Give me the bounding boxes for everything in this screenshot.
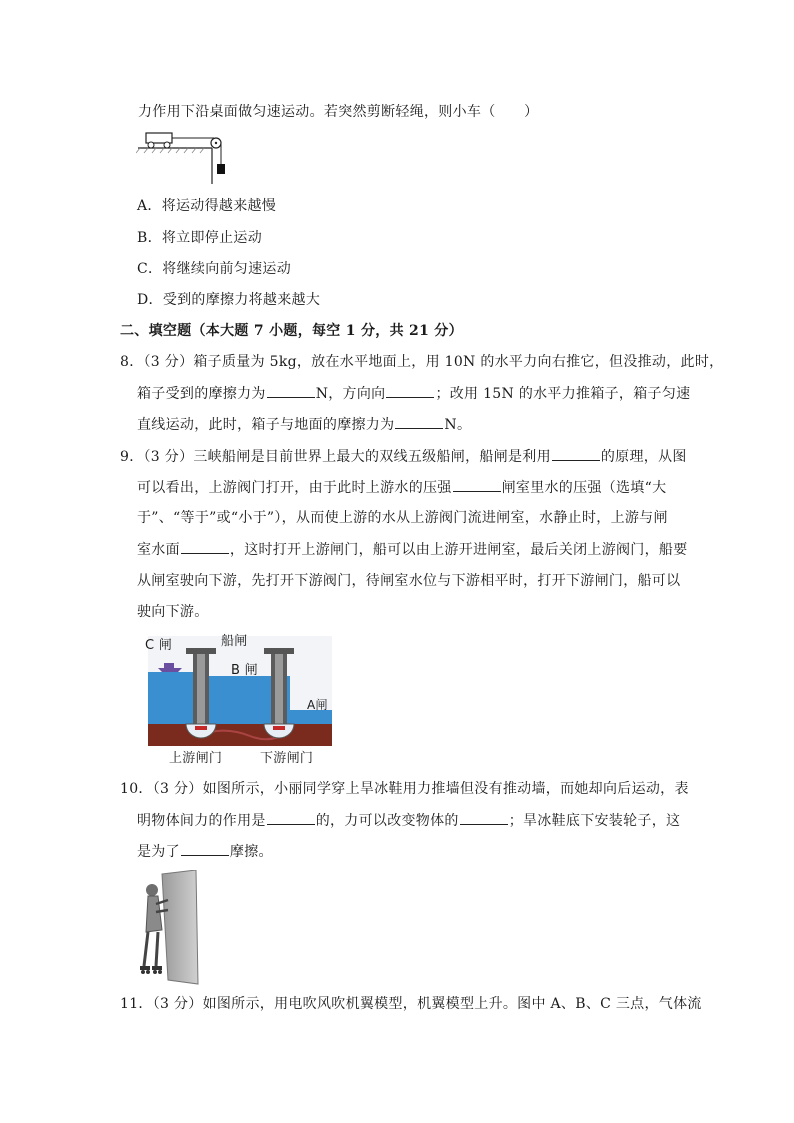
- q9-text: 可以看出，上游阀门打开，由于此时上游水的压强: [137, 480, 452, 496]
- answer-blank[interactable]: [267, 383, 315, 398]
- answer-blank[interactable]: [267, 810, 315, 825]
- figure-label-a-gate: A闸: [307, 698, 328, 712]
- figure-label-c-gate: C 闸: [145, 638, 173, 653]
- q9-line-1: [120, 446, 687, 467]
- q8-line-2: [137, 383, 690, 404]
- q8-line-1: 8．（3 分）箱子质量为 5kg，放在水平地面上，用 10N 的水平力向右推它，但没推动，此时，: [120, 354, 724, 370]
- q7-option-d: D．受到的摩擦力将越来越大: [137, 292, 321, 308]
- figure-label-b-gate: B 闸: [231, 663, 258, 678]
- girl-pushing-wall-figure: [140, 870, 202, 986]
- q10-text: 是为了: [137, 844, 180, 860]
- figure-label-upstream-valve: 上游闸门: [169, 751, 223, 766]
- q7-option-b: B．将立即停止运动: [137, 230, 262, 246]
- q11-line-1: 11．（3 分）如图所示，用电吹风吹机翼模型，机翼模型上升。图中 A、B、C 三点，气体流: [120, 996, 702, 1012]
- section-heading: 二、填空题（本大题 7 小题，每空 1 分，共 21 分）: [120, 323, 463, 339]
- figure-label-downstream-valve: 下游闸门: [260, 751, 314, 766]
- q9-text: 室水面: [137, 542, 180, 558]
- q8-line-3: [137, 414, 471, 435]
- q10-line-1: 10．（3 分）如图所示，小丽同学穿上旱冰鞋用力推墙但没有推动墙，而她却向后运动，表: [120, 781, 689, 797]
- q9-line-4: [137, 539, 688, 560]
- answer-blank[interactable]: [181, 841, 229, 856]
- q9-text: 的原理，从图: [600, 449, 687, 465]
- q8-text: N，方向向: [315, 386, 386, 402]
- q7-option-c: C．将继续向前匀速运动: [137, 261, 292, 277]
- q9-line-6: 驶向下游。: [137, 604, 209, 620]
- q10-line-3: [137, 841, 273, 862]
- q9-line-2: [137, 477, 666, 498]
- q7-stem-tail: 力作用下沿桌面做匀速运动。若突然剪断轻绳，则小车（ ）: [138, 104, 539, 120]
- answer-blank[interactable]: [386, 383, 434, 398]
- q9-text: 9．（3 分）三峡船闸是目前世界上最大的双线五级船闸，船闸是利用: [120, 449, 551, 465]
- q9-text: 闸室里水的压强（选填“大: [501, 480, 667, 496]
- answer-blank[interactable]: [181, 539, 229, 554]
- q8-text: ；改用 15N 的水平力推箱子，箱子匀速: [435, 386, 691, 402]
- q9-line-3: 于”、“等于”或“小于”），从而使上游的水从上游阀门流进闸室，水静止时，上游与闸: [137, 510, 668, 526]
- q10-text: ；旱冰鞋底下安装轮子，这: [508, 813, 681, 829]
- q8-text: 箱子受到的摩擦力为: [137, 386, 266, 402]
- q10-line-2: [137, 810, 680, 831]
- q10-text: 明物体间力的作用是: [137, 813, 266, 829]
- q9-text: ，这时打开上游闸门，船可以由上游开进闸室，最后关闭上游阀门，船要: [229, 542, 688, 558]
- q7-option-a: A．将运动得越来越慢: [137, 198, 277, 214]
- q8-text: 直线运动，此时，箱子与地面的摩擦力为: [137, 417, 395, 433]
- figure-label-ship-lock: 船闸: [221, 634, 248, 649]
- q9-line-5: 从闸室驶向下游，先打开下游阀门，待闸室水位与下游相平时，打开下游闸门，船可以: [137, 573, 681, 589]
- answer-blank[interactable]: [395, 414, 443, 429]
- q10-text: 的，力可以改变物体的: [315, 813, 459, 829]
- answer-blank[interactable]: [453, 477, 501, 492]
- q8-text: N。: [444, 417, 472, 433]
- cart-pulley-figure: [136, 128, 236, 184]
- answer-blank[interactable]: [552, 446, 600, 461]
- q10-text: 摩擦。: [229, 844, 273, 860]
- answer-blank[interactable]: [460, 810, 508, 825]
